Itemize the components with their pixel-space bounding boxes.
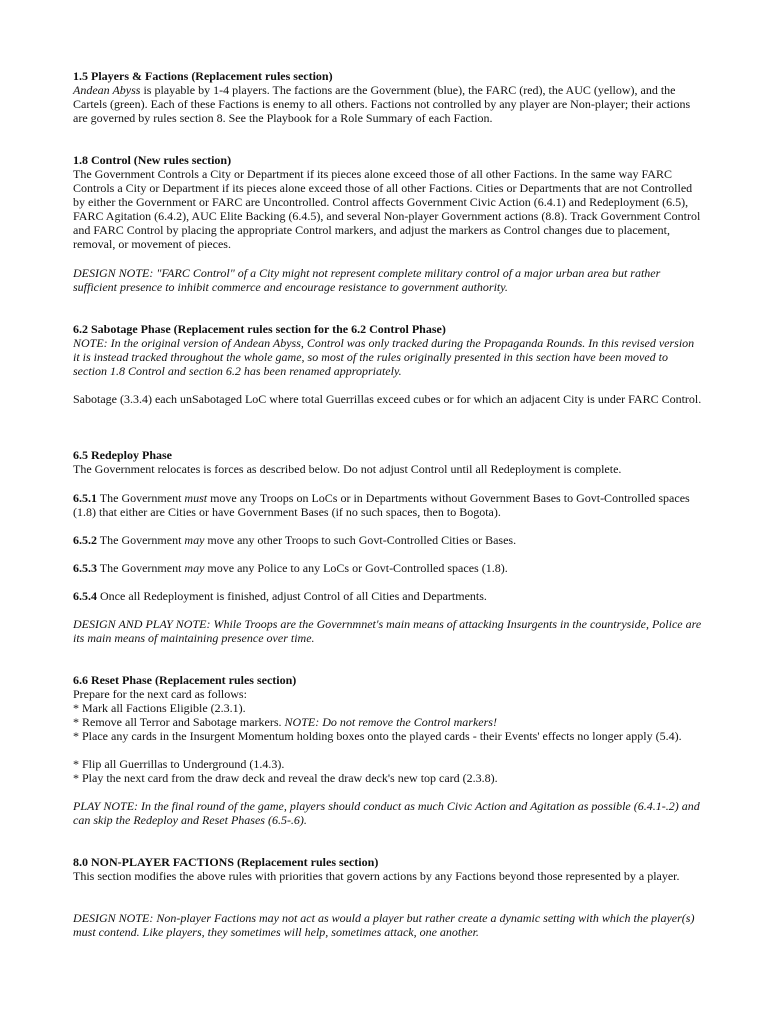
italic-text: DESIGN AND PLAY NOTE: While Troops are the Governmnet's main means of attacking Insurgents in the countryside, Police are its main means of maintaining presence over time. — [73, 617, 702, 645]
text: The Government — [97, 561, 185, 575]
heading-6-2 — [73, 322, 703, 336]
text: 8.0 NON-PLAYER FACTIONS (Replacement rules section) — [73, 855, 379, 869]
italic-text: PLAY NOTE: In the final round of the game, players should conduct as much Civic Action and Agitation as possible (6.4.1-.2) and can skip the Redeploy and Reset Phases (6.5-.6). — [73, 799, 700, 827]
text: * Flip all Guerrillas to Underground (1.4.3). — [73, 757, 285, 771]
heading-6-6 — [73, 673, 703, 687]
paragraph-6-6 — [73, 687, 703, 701]
rule-6-5-4 — [73, 589, 703, 603]
heading-1-8 — [73, 153, 703, 167]
italic-text: may — [184, 561, 205, 575]
text: 6.2 Sabotage Phase (Replacement rules section for the 6.2 Control Phase) — [73, 322, 446, 336]
text: * Place any cards in the Insurgent Momentum holding boxes onto the played cards - their Events' effects no longer apply (5.4). — [73, 729, 682, 743]
text: is playable by 1-4 players. The factions are the Government (blue), the FARC (red), the AUC (yellow), and the Cartels (green). Each of these Factions is enemy to all others. Factions not controlled by any player are Non-player; their actions are governed by rules section 8. See the Playbook for a Role Summary of each Faction. — [73, 83, 691, 125]
heading-6-5 — [73, 448, 703, 462]
text: move any Troops on LoCs or in Departments without Government Bases to Govt-Controlled spaces (1.8) that either are Cities or have Government Bases (if no such spaces, then to Bogota). — [73, 491, 690, 519]
text: * Play the next card from the draw deck and reveal the draw deck's new top card (2.3.8). — [73, 771, 498, 785]
rule-6-5-2 — [73, 533, 703, 547]
note-6-2 — [73, 336, 703, 378]
text: This section modifies the above rules with priorities that govern actions by any Factions beyond those represented by a player. — [73, 869, 680, 883]
rule-6-5-3 — [73, 561, 703, 575]
bold-text: 6.5.3 — [73, 561, 97, 575]
italic-text: NOTE: Do not remove the Control markers! — [284, 715, 497, 729]
text: Sabotage (3.3.4) each unSabotaged LoC where total Guerrillas exceed cubes or for which an adjacent City is under FARC Control. — [73, 392, 702, 406]
italic-text: Andean Abyss — [73, 83, 141, 97]
text: 1.5 Players & Factions (Replacement rules section) — [73, 69, 333, 83]
text: The Government Controls a City or Department if its pieces alone exceed those of all other Factions. In the same way FARC Controls a City or Department if its pieces alone exceed those of all other Factions. Cities or Departments that are not Controlled by either the Government or FARC are Uncontrolled. Control affects Government Civic Action (6.4.1) and Redeployment (6.5), FARC Agitation (6.4.2), AUC Elite Backing (6.4.5), and several Non-player Government actions (8.8). Track Government Control and FARC Control by placing the appropriate Control markers, and adjust the markers as Control changes due to placement, removal, or movement of pieces. — [73, 167, 701, 251]
paragraph-1-5 — [73, 83, 703, 125]
design-note-1-8 — [73, 266, 703, 294]
bullet-4 — [73, 757, 703, 771]
bold-text: 6.5.1 — [73, 491, 97, 505]
italic-text: DESIGN NOTE: "FARC Control" of a City might not represent complete military control of a major urban area but rather sufficient presence to inhibit commerce and encourage resistance to government authority. — [73, 266, 661, 294]
text: * Mark all Factions Eligible (2.3.1). — [73, 701, 246, 715]
design-note-8-0 — [73, 911, 703, 939]
bullet-2 — [73, 715, 703, 729]
italic-text: must — [184, 491, 208, 505]
text: The Government — [97, 533, 185, 547]
heading-1-5 — [73, 69, 703, 83]
bullet-3 — [73, 729, 703, 743]
play-note-6-6 — [73, 799, 703, 827]
text: move any other Troops to such Govt-Controlled Cities or Bases. — [204, 533, 517, 547]
text: 6.6 Reset Phase (Replacement rules section) — [73, 673, 297, 687]
rule-6-5-1 — [73, 491, 703, 519]
text: * Remove all Terror and Sabotage markers. — [73, 715, 285, 729]
text: 1.8 Control (New rules section) — [73, 153, 232, 167]
design-play-note-6-5 — [73, 617, 703, 645]
text: The Government — [97, 491, 185, 505]
paragraph-8-0 — [73, 869, 703, 883]
heading-8-0 — [73, 855, 703, 869]
bold-text: 6.5.4 — [73, 589, 97, 603]
text: Once all Redeployment is finished, adjust Control of all Cities and Departments. — [97, 589, 487, 603]
paragraph-sabotage — [73, 392, 703, 406]
italic-text: NOTE: In the original version of Andean Abyss, Control was only tracked during the Propaganda Rounds. In this revised version it is instead tracked throughout the whole game, so most of the rules originally presented in this section have been moved to section 1.8 Control and section 6.2 has been renamed appropriately. — [73, 336, 695, 378]
text: move any Police to any LoCs or Govt-Controlled spaces (1.8). — [204, 561, 508, 575]
paragraph-6-5 — [73, 462, 703, 476]
text: 6.5 Redeploy Phase — [73, 448, 172, 462]
bullet-5 — [73, 771, 703, 785]
text: The Government relocates is forces as described below. Do not adjust Control until all Redeployment is complete. — [73, 462, 622, 476]
bold-text: 6.5.2 — [73, 533, 97, 547]
bullet-1 — [73, 701, 703, 715]
text: Prepare for the next card as follows: — [73, 687, 247, 701]
italic-text: DESIGN NOTE: Non-player Factions may not act as would a player but rather create a dynamic setting with which the player(s) must contend. Like players, they sometimes will help, sometimes attack, one another. — [73, 911, 695, 939]
italic-text: may — [184, 533, 205, 547]
paragraph-1-8 — [73, 167, 703, 251]
